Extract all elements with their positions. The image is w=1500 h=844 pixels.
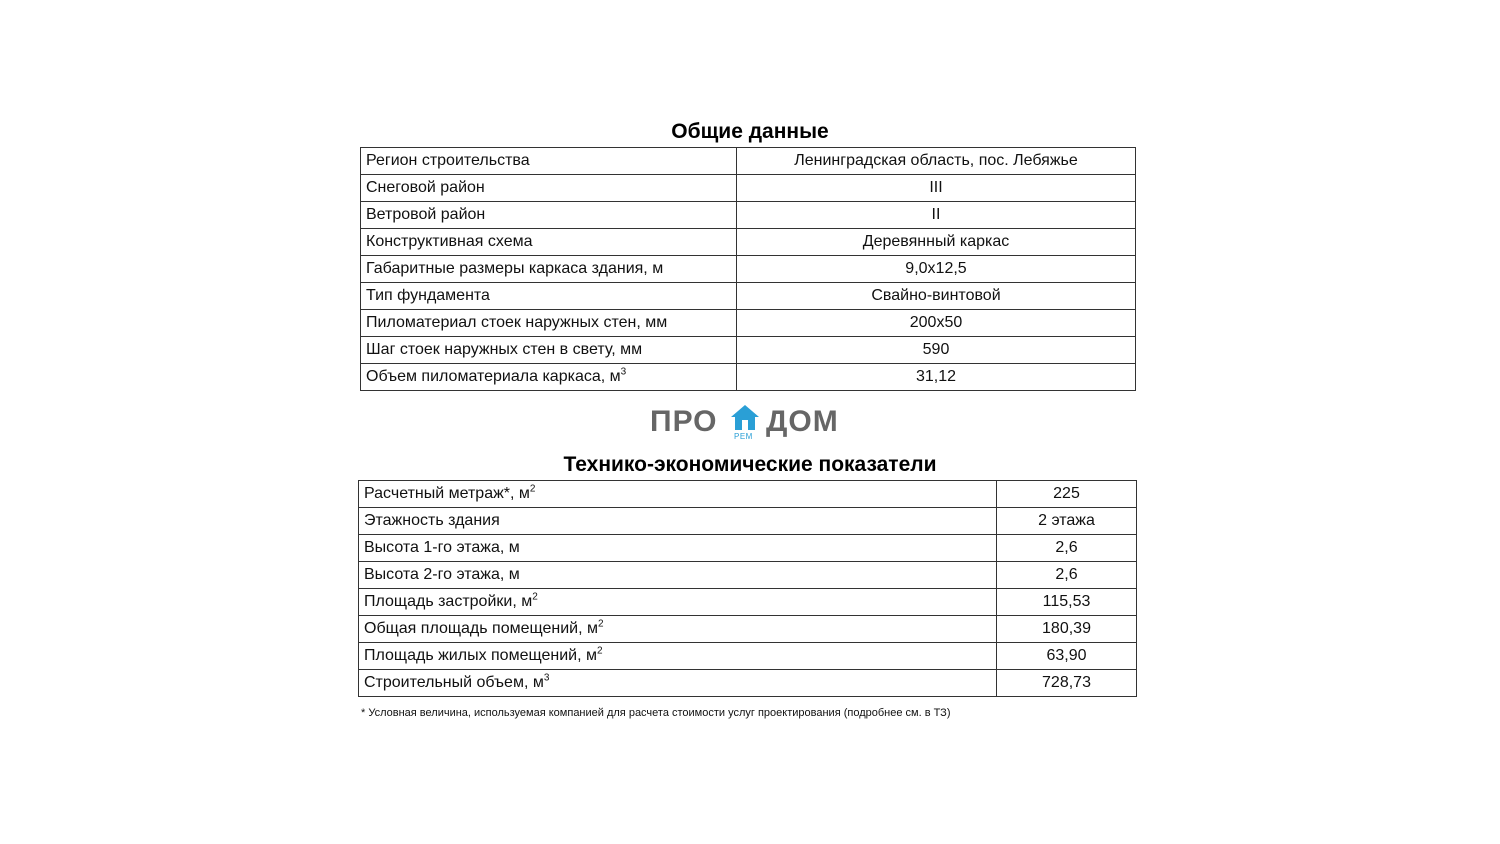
company-logo bbox=[650, 400, 850, 444]
row-value: 590 bbox=[737, 337, 1136, 364]
table-row bbox=[361, 175, 1136, 202]
row-value: II bbox=[737, 202, 1136, 229]
unit-superscript: 3 bbox=[543, 672, 550, 684]
row-label: Конструктивная схема bbox=[361, 229, 737, 256]
row-value: 9,0х12,5 bbox=[737, 256, 1136, 283]
row-value: Деревянный каркас bbox=[737, 229, 1136, 256]
row-label: Высота 1-го этажа, м bbox=[359, 535, 997, 562]
row-label: Расчетный метраж*, $м^2$ bbox=[359, 481, 997, 508]
row-label: Строительный объем, $м^3$ bbox=[359, 670, 997, 697]
table-row bbox=[361, 283, 1136, 310]
row-value: 2,6 bbox=[997, 535, 1137, 562]
table-row bbox=[359, 562, 1137, 589]
row-label: Тип фундамента bbox=[361, 283, 737, 310]
table-row bbox=[361, 310, 1136, 337]
unit-superscript: 2 bbox=[597, 618, 604, 630]
footnote: * Условная величина, используемая компанией для расчета стоимости услуг проектирования (подробнее см. в ТЗ) bbox=[361, 707, 951, 719]
table-row bbox=[361, 337, 1136, 364]
row-label: Общая площадь помещений, $м^2$ bbox=[359, 616, 997, 643]
row-value: 728,73 bbox=[997, 670, 1137, 697]
table-row bbox=[359, 535, 1137, 562]
table-row bbox=[361, 256, 1136, 283]
table-row bbox=[361, 202, 1136, 229]
table-row bbox=[361, 148, 1136, 175]
row-value: 63,90 bbox=[997, 643, 1137, 670]
tech-indicators-table bbox=[358, 480, 1137, 697]
table-row bbox=[361, 364, 1136, 391]
table-row bbox=[359, 508, 1137, 535]
table-row bbox=[359, 616, 1137, 643]
row-label: Снеговой район bbox=[361, 175, 737, 202]
logo-word-dom: ДОМ bbox=[766, 405, 839, 438]
row-label: Пиломатериал стоек наружных стен, мм bbox=[361, 310, 737, 337]
row-label: Объем пиломатериала каркаса, $м^3$ bbox=[361, 364, 737, 391]
row-value: 180,39 bbox=[997, 616, 1137, 643]
row-label: Высота 2-го этажа, м bbox=[359, 562, 997, 589]
row-label: Площадь жилых помещений, $м^2$ bbox=[359, 643, 997, 670]
tech-indicators-title: Технико-экономические показатели bbox=[563, 453, 937, 476]
unit-superscript: 2 bbox=[529, 483, 536, 495]
row-label: Ветровой район bbox=[361, 202, 737, 229]
logo-word-pro: ПРО bbox=[650, 405, 718, 438]
row-value: 2 этажа bbox=[997, 508, 1137, 535]
row-value: 115,53 bbox=[997, 589, 1137, 616]
row-value: 31,12 bbox=[737, 364, 1136, 391]
row-label: Площадь застройки, $м^2$ bbox=[359, 589, 997, 616]
row-label: Габаритные размеры каркаса здания, м bbox=[361, 256, 737, 283]
row-value: Свайно-винтовой bbox=[737, 283, 1136, 310]
table-row bbox=[359, 670, 1137, 697]
row-value: 200х50 bbox=[737, 310, 1136, 337]
unit-superscript: 2 bbox=[596, 645, 603, 657]
table-row bbox=[361, 229, 1136, 256]
row-value: III bbox=[737, 175, 1136, 202]
general-data-title: Общие данные bbox=[671, 120, 829, 143]
logo-sub: РЕМ bbox=[734, 432, 753, 441]
row-value: Ленинградская область, пос. Лебяжье bbox=[737, 148, 1136, 175]
house-icon bbox=[730, 403, 760, 433]
table-row bbox=[359, 481, 1137, 508]
row-value: 2,6 bbox=[997, 562, 1137, 589]
general-data-table bbox=[360, 147, 1136, 391]
unit-superscript: 3 bbox=[620, 366, 627, 378]
row-label: Регион строительства bbox=[361, 148, 737, 175]
table-row bbox=[359, 643, 1137, 670]
unit-superscript: 2 bbox=[532, 591, 538, 603]
row-label: Шаг стоек наружных стен в свету, мм bbox=[361, 337, 737, 364]
row-value: 225 bbox=[997, 481, 1137, 508]
row-label: Этажность здания bbox=[359, 508, 997, 535]
table-row bbox=[359, 589, 1137, 616]
